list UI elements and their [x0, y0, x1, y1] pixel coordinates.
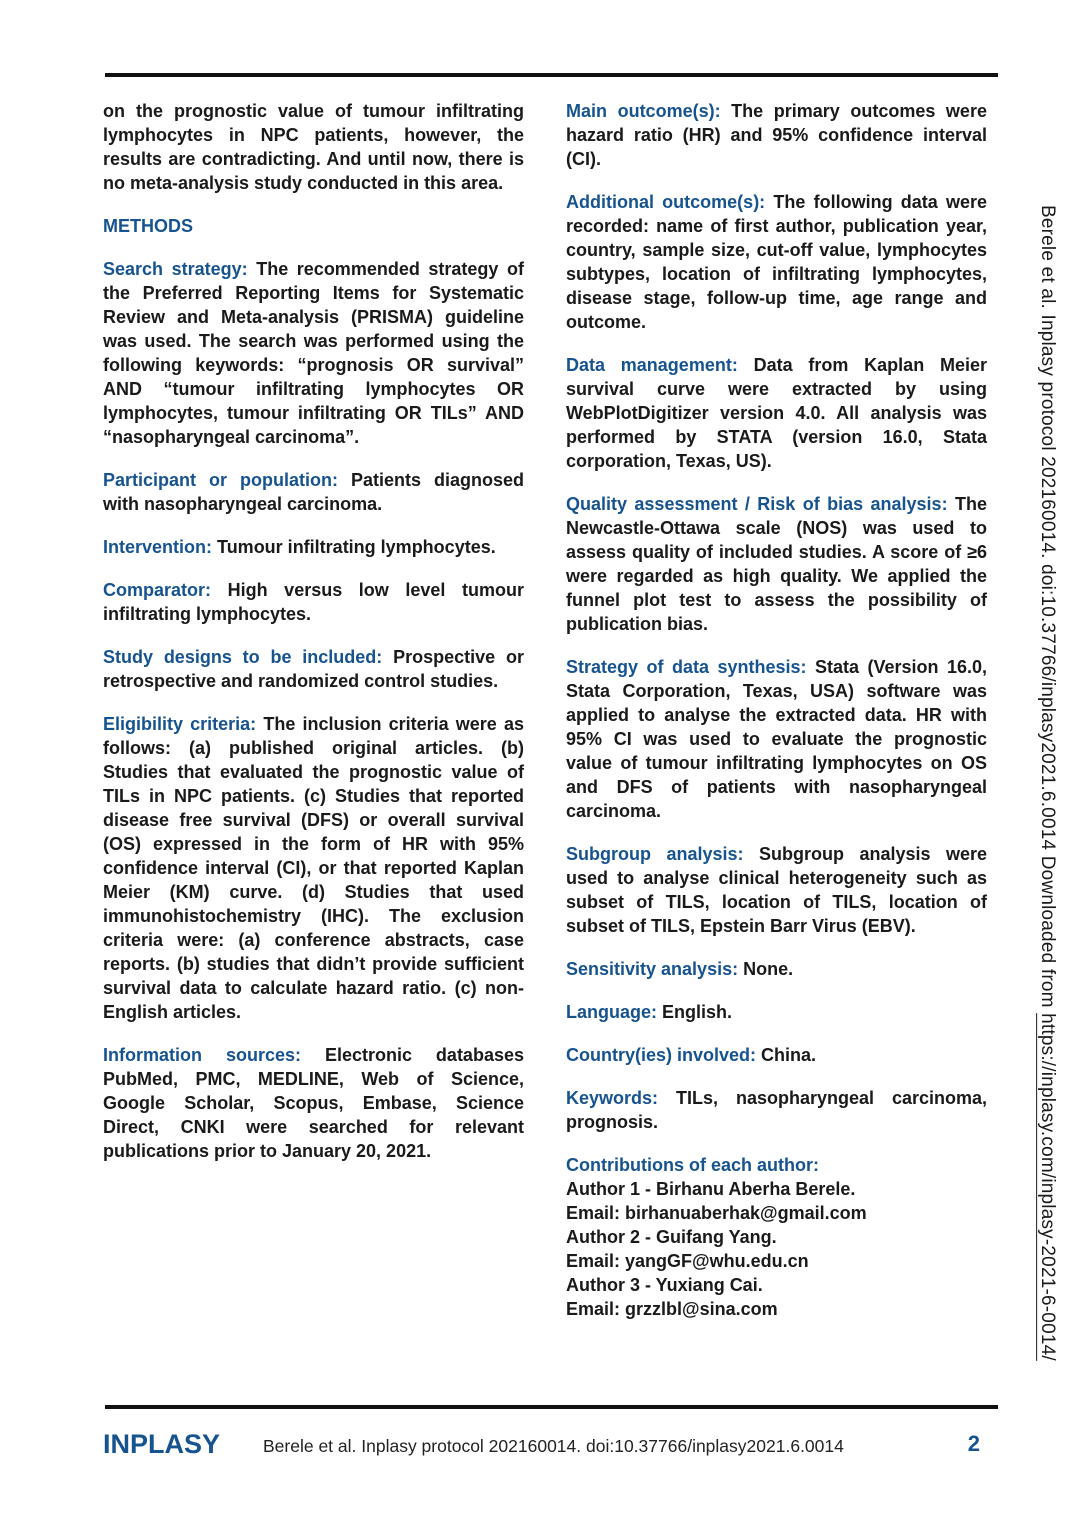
contributions-section	[566, 1153, 987, 1321]
section-label: Additional outcome(s):	[566, 192, 766, 212]
author-line: Author 1 - Birhanu Aberha Berele.	[566, 1179, 856, 1199]
paragraph-participant	[103, 468, 524, 516]
section-label: Intervention:	[103, 537, 213, 557]
paragraph-language	[566, 1000, 987, 1024]
section-text: Electronic databases PubMed, PMC, MEDLINE, Web of Science, Google Scholar, Scopus, Embase, Science Direct, CNKI were searched for relevant publications prior to January 20, 2021.	[103, 1045, 524, 1161]
section-text: on the prognostic value of tumour infiltrating lymphocytes in NPC patients, however, the results are contradicting. And until now, there is no meta-analysis study conducted in this area.	[103, 101, 524, 193]
section-label: Subgroup analysis:	[566, 844, 744, 864]
author-email-line: Email: grzzlbl@sina.com	[566, 1299, 778, 1319]
section-text: English.	[662, 1002, 733, 1022]
sidebar-citation-link[interactable]: https://inplasy.com/inplasy-2021-6-0014/	[1037, 1013, 1058, 1361]
paragraph-intervention	[103, 535, 524, 559]
paragraph-sensitivity-analysis	[566, 957, 987, 981]
section-label: Comparator:	[103, 580, 212, 600]
section-text: The following data were recorded: name of first author, publication year, country, sample size, cut-off value, lymphocytes subtypes, location of infiltrating lymphocytes, disease stage, follow-up time, age range and outcome.	[566, 192, 987, 332]
paragraph-main-outcomes	[566, 99, 987, 171]
section-label: Study designs to be included:	[103, 647, 383, 667]
section-label: Strategy of data synthesis:	[566, 657, 807, 677]
paragraph-continuation	[103, 99, 524, 195]
paragraph-data-management	[566, 353, 987, 473]
section-text: Stata (Version 16.0, Stata Corporation, Texas, USA) software was applied to analyse the extracted data. HR with 95% CI was used to evaluate the prognostic value of tumour infiltrating lymphocytes on OS and DFS of patients with nasopharyngeal carcinoma.	[566, 657, 987, 821]
author-email-line: Email: birhanuaberhak@gmail.com	[566, 1203, 867, 1223]
section-label: Language:	[566, 1002, 658, 1022]
author-email-line: Email: yangGF@whu.edu.cn	[566, 1251, 809, 1271]
section-text: The primary outcomes were hazard ratio (HR) and 95% confidence interval (CI).	[566, 101, 987, 169]
paragraph-study-designs	[103, 645, 524, 693]
section-text: Tumour infiltrating lymphocytes.	[217, 537, 496, 557]
section-text: Patients diagnosed with nasopharyngeal carcinoma.	[103, 470, 524, 514]
section-label: Country(ies) involved:	[566, 1045, 757, 1065]
paragraph-strategy-synthesis	[566, 655, 987, 823]
sidebar-citation	[1034, 205, 1060, 1465]
paragraph-additional-outcomes	[566, 190, 987, 334]
section-label: Information sources:	[103, 1045, 301, 1065]
section-label: Participant or population:	[103, 470, 338, 490]
author-line: Author 3 - Yuxiang Cai.	[566, 1275, 763, 1295]
left-column	[103, 99, 524, 1182]
section-text: Data from Kaplan Meier survival curve were extracted by using WebPlotDigitizer version 4.0. All analysis was performed by STATA (version 16.0, Stata corporation, Texas, US).	[566, 355, 987, 471]
paragraph-search-strategy	[103, 257, 524, 449]
right-column	[566, 99, 987, 1340]
section-label: Sensitivity analysis:	[566, 959, 739, 979]
section-label: Keywords:	[566, 1088, 659, 1108]
section-label: Contributions of each author:	[566, 1155, 819, 1175]
section-label: Search strategy:	[103, 259, 248, 279]
section-text: The recommended strategy of the Preferred Reporting Items for Systematic Review and Meta-analysis (PRISMA) guideline was used. The search was performed using the following keywords: “prognosis OR survival” AND “tumour infiltrating lymphocytes OR lymphocytes, tumour infiltrating OR TILs” AND “nasopharyngeal carcinoma”.	[103, 259, 524, 447]
page-number: 2	[967, 1431, 980, 1456]
top-rule	[105, 73, 998, 77]
section-label: Data management:	[566, 355, 738, 375]
section-label: Main outcome(s):	[566, 101, 721, 121]
paragraph-keywords	[566, 1086, 987, 1134]
bottom-rule	[105, 1405, 998, 1409]
paragraph-comparator	[103, 578, 524, 626]
section-text: The Newcastle-Ottawa scale (NOS) was used to assess quality of included studies. A score of ≥6 were regarded as high quality. We applied the funnel plot test to assess the possibility of publication bias.	[566, 494, 987, 634]
section-text: The inclusion criteria were as follows: (a) published original articles. (b) Studies that evaluated the prognostic value of TILs in NPC patients. (c) Studies that reported disease free survival (DFS) or overall survival (OS) expressed in the form of HR with 95% confidence interval (CI), or that reported Kaplan Meier (KM) curve. (d) Studies that used immunohistochemistry (IHC). The exclusion criteria were: (a) conference abstracts, case reports. (b) studies that didn’t provide sufficient survival data to calculate hazard ratio. (c) non-English articles.	[103, 714, 524, 1022]
paragraph-subgroup-analysis	[566, 842, 987, 938]
section-text: High versus low level tumour infiltrating lymphocytes.	[103, 580, 524, 624]
paragraph-quality-assessment	[566, 492, 987, 636]
section-label: Quality assessment / Risk of bias analysis:	[566, 494, 948, 514]
section-text: Subgroup analysis were used to analyse clinical heterogeneity such as subset of TILS, location of TILS, location of subset of TILS, Epstein Barr Virus (EBV).	[566, 844, 987, 936]
section-label: METHODS	[103, 216, 193, 236]
author-line: Author 2 - Guifang Yang.	[566, 1227, 777, 1247]
paragraph-countries-involved	[566, 1043, 987, 1067]
methods-heading	[103, 214, 524, 238]
section-text: China.	[761, 1045, 817, 1065]
section-text: None.	[743, 959, 794, 979]
paragraph-eligibility	[103, 712, 524, 1024]
paragraph-information-sources	[103, 1043, 524, 1163]
section-label: Eligibility criteria:	[103, 714, 257, 734]
section-text: TILs, nasopharyngeal carcinoma, prognosis.	[566, 1088, 987, 1132]
sidebar-citation-text: Berele et al. Inplasy protocol 202160014. doi:10.37766/inplasy2021.6.0014 Downloaded from	[1037, 205, 1058, 1014]
section-text: Prospective or retrospective and randomized control studies.	[103, 647, 524, 691]
inplasy-logo: INPLASY	[103, 1429, 221, 1459]
footer-citation: Berele et al. Inplasy protocol 202160014. doi:10.37766/inplasy2021.6.0014	[263, 1436, 844, 1456]
